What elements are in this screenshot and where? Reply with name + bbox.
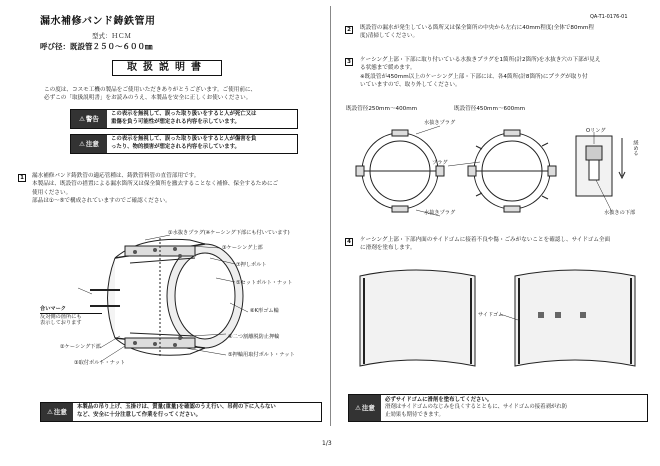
lubricant-caution-label <box>349 395 381 421</box>
product-size: 呼び径：既設管２５０～６００㎜ <box>40 42 153 51</box>
section-1-number: 1 <box>18 174 26 182</box>
section-2-line-2: 度)清掃してください。 <box>360 33 419 40</box>
caution-triangle-icon: ⚠ <box>355 403 361 412</box>
lubricant-caution-line-3: 止効果も期待できます。 <box>385 411 444 418</box>
alignment-mark-line-2: 表示しております <box>40 320 82 326</box>
callout-set-bolt: ⑤セットボルト・ナット <box>236 280 293 286</box>
caution-triangle-icon: ⚠ <box>79 139 85 148</box>
section-1-line-2: 本製品は、既設管の措置による漏水箇所又は保全箇所を撤去することなく補修、保全するためにご <box>32 181 279 188</box>
callout-lower-casing: ②ケーシング下部 <box>60 344 101 350</box>
callout-upper-casing: ③ケーシング上部 <box>222 245 263 251</box>
label-o-ring: Oリング <box>586 128 606 134</box>
caution-line-1: この表示を無視して、誤った取り扱いをすると人が傷害を負 <box>111 136 257 143</box>
lifting-caution-label <box>41 403 73 421</box>
lifting-caution-box <box>40 402 322 422</box>
section-4-line-1: ケーシング上部・下部内面のサイドゴムに接着不良や傷・ごみがないことを確認し、サイドゴム全面 <box>360 237 611 243</box>
warning-label <box>71 110 107 128</box>
product-model: 型式：ＨＣＭ <box>92 32 131 40</box>
callout-ring-bolt: ⑤押輪用取付ボルト・ナット <box>228 352 295 358</box>
section-2-number: 2 <box>345 26 353 34</box>
section-3-line-2: る状態まで緩めます。 <box>360 65 416 72</box>
callout-push-bolt: ⑦押しボルト <box>236 262 267 268</box>
lubricant-caution-box <box>348 394 648 422</box>
lubricant-caution-text <box>381 397 571 420</box>
column-divider <box>330 6 331 426</box>
section-3-text <box>360 56 650 90</box>
warning-line-1: この表示を無視して、誤った取り扱いをすると人が死亡又は <box>111 111 257 118</box>
callout-k-rubber-ring: ⑥K形ゴム輪 <box>250 308 279 314</box>
label-side-rubber: サイドゴム <box>478 312 504 318</box>
caution-text <box>107 136 260 151</box>
section-3-line-3: ※既設管が450mm以上のケーシング上部・下部には、各4箇所(計8箇所)にプラグが取り付 <box>360 73 588 80</box>
casing-halves-illustration <box>350 262 650 382</box>
fig-right-title: 既設管径450mm～600mm <box>454 106 526 112</box>
label-plug-mid: プラグ <box>432 160 448 166</box>
lifting-caution-label-text: 注意 <box>53 407 67 416</box>
section-3-number: 3 <box>345 58 353 66</box>
section-4-number: 4 <box>345 238 353 246</box>
section-4-line-2: に滑剤を塗布します。 <box>360 245 416 252</box>
section-2-line-1: 既設管の漏水が発生している箇所又は保全箇所の中央から左右に40mm程度(全体で80mm程 <box>360 25 594 31</box>
caution-label <box>71 135 107 153</box>
alignment-mark-title: 合いマーク <box>40 306 102 314</box>
alignment-mark-line-1: 反対側の箇所にも <box>40 313 82 320</box>
fig-left-title: 既設管径250mm～400mm <box>346 106 418 112</box>
page-number: 1/3 <box>322 440 332 447</box>
caution-label-text: 注意 <box>85 139 99 148</box>
warning-text <box>107 111 260 126</box>
callout-mount-bolt: ③取付ボルト・ナット <box>74 360 126 366</box>
warning-triangle-icon: ⚠ <box>79 114 85 123</box>
handbook-heading: 取扱説明書 <box>112 60 222 76</box>
lifting-caution-line-1: 本製品の吊り上げ、玉掛けは、質量(重量)を確認のうえ行い、吊荷の下に入らない <box>77 404 276 411</box>
section-1-line-3: 使用ください。 <box>32 189 72 196</box>
label-loosen: 緩める <box>632 140 639 156</box>
intro-line-1: この度は、コスモ工機の製品をご使用いただきありがとうございます。ご使用前に、 <box>44 87 257 93</box>
document-id: QA-T1-0176-01 <box>590 14 628 20</box>
label-drain-plug-top: 水抜きプラグ <box>424 120 456 126</box>
lubricant-caution-line-2: 滑剤はサイドゴムのなじみを良くするとともに、サイドゴムの接着剥がれ防 <box>385 404 568 411</box>
product-title: 漏水補修バンド鋳鉄管用 <box>40 16 156 27</box>
intro-text <box>44 86 319 103</box>
intro-line-2: 必ずこの「取扱説明書」をお読みのうえ、本製品を安全に正しくお使いください。 <box>44 95 252 102</box>
label-drain-hole: 水抜きの下部 <box>604 210 636 216</box>
caution-line-2: ったり、物的損害が想定される内容を示しています。 <box>111 144 240 150</box>
lubricant-caution-label-text: 注意 <box>361 403 375 412</box>
caution-triangle-icon: ⚠ <box>47 407 53 416</box>
section-1-line-4: 部品は①～⑤で構成されていますのでご確認ください。 <box>32 198 171 205</box>
lifting-caution-line-2: など、安全に十分注意して作業を行ってください。 <box>77 412 201 418</box>
callout-drain-plug: ①水抜きプラグ(※ケーシング下部にも付いています) <box>168 230 290 236</box>
section-3-line-4: いていますので、取り外してください。 <box>360 82 461 89</box>
section-1-line-1: 漏水補修バンド鋳鉄管の適応管種は、鋳鉄管料管の直管部用です。 <box>32 173 200 179</box>
warning-line-2: 重傷を負う可能性が想定される内容を示しています。 <box>111 119 240 125</box>
alignment-mark-note <box>40 306 102 327</box>
lubricant-caution-line-1: 必ずサイドゴムに滑剤を塗布してください。 <box>385 396 493 403</box>
caution-box <box>70 134 298 154</box>
lifting-caution-text <box>73 404 280 419</box>
section-4-text <box>360 236 650 253</box>
callout-split-ring: ④二つ割離脱防止押輪 <box>228 334 280 340</box>
section-1-text <box>32 172 324 206</box>
warning-box <box>70 109 298 129</box>
section-3-line-1: ケーシング上部・下部に取り付いている水抜きプラグを1箇所(計2箇所)を水抜き穴の下部が見え <box>360 57 601 63</box>
label-drain-plug-bottom: 水抜きプラグ <box>424 210 456 216</box>
warning-label-text: 警告 <box>85 114 99 123</box>
section-2-text <box>360 24 650 41</box>
